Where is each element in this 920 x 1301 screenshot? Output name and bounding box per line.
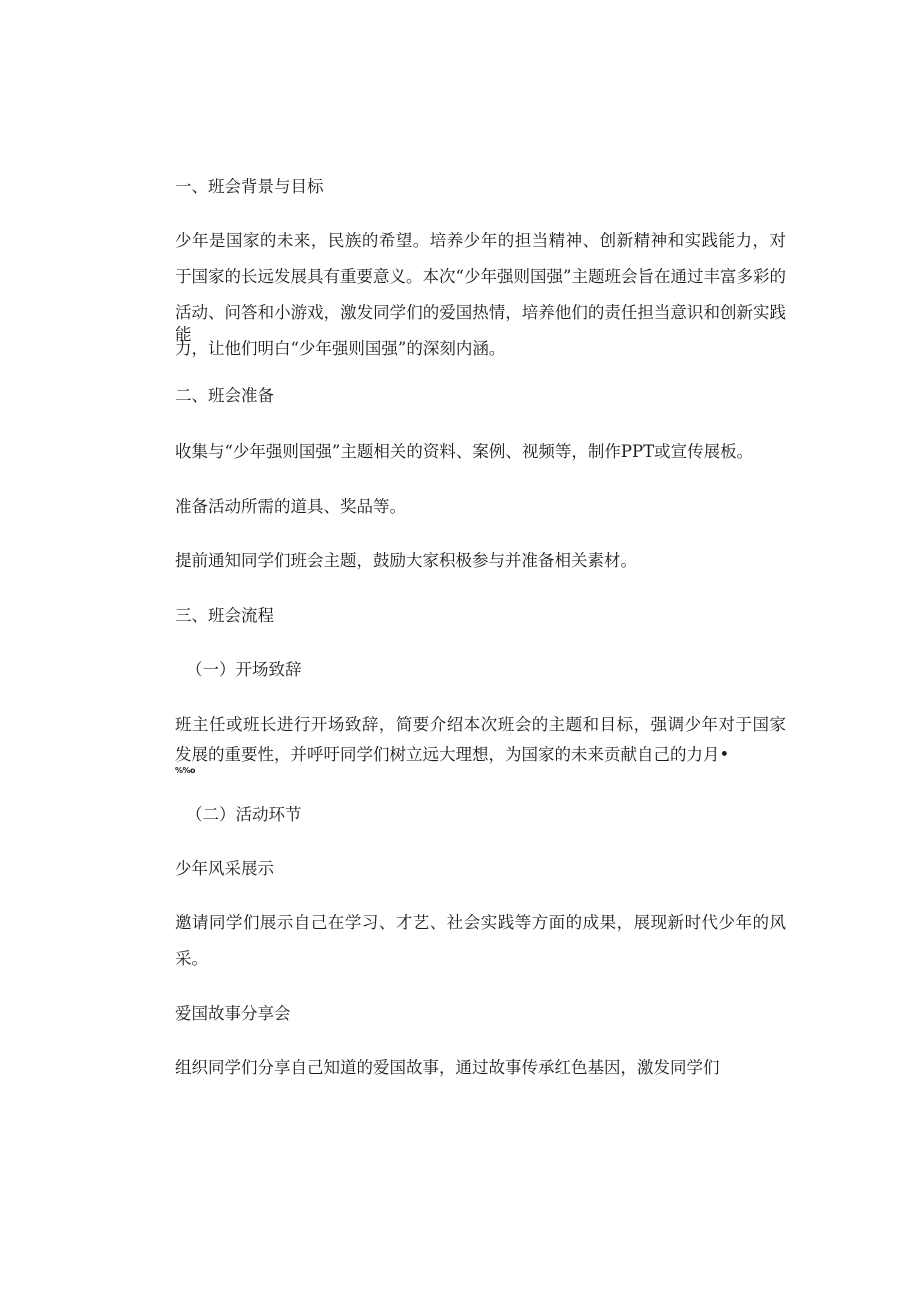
paragraph-line: 采。: [175, 949, 208, 968]
preparation-item: 准备活动所需的道具、奖品等。: [175, 497, 406, 516]
section-heading-background: 一、班会背景与目标: [175, 177, 324, 196]
paragraph-line: 发展的重要性，并呼吁同学们树立远大理想，为国家的未来贡献自己的力月•: [175, 745, 730, 764]
section-heading-preparation: 二、班会准备: [175, 386, 274, 405]
preparation-item: 提前通知同学们班会主题，鼓励大家积极参与并准备相关素材。: [175, 551, 637, 570]
activity-title: 少年风采展示: [175, 859, 274, 878]
paragraph-line: 邀请同学们展示自己在学习、才艺、社会实践等方面的成果，展现新时代少年的风: [175, 913, 786, 932]
paragraph-line: 班主任或班长进行开场致辞，简要介绍本次班会的主题和目标，强调少年对于国家: [175, 715, 786, 734]
paragraph-line: 于国家的长远发展具有重要意义。本次“少年强则国强”主题班会旨在通过丰富多彩的: [175, 267, 786, 286]
activity-title: 爱国故事分享会: [175, 1004, 291, 1023]
paragraph-line: 组织同学们分享自己知道的爱国故事，通过故事传承红色基因，激发同学们: [175, 1058, 720, 1077]
subsection-heading-activities: （二）活动环节: [186, 805, 302, 824]
preparation-item: 收集与“少年强则国强”主题相关的资料、案例、视频等，制作PPT或宣传展板。: [175, 442, 754, 461]
paragraph-line: 力，让他们明白“少年强则国强”的深刻内涵。: [175, 339, 506, 358]
section-heading-process: 三、班会流程: [175, 606, 274, 625]
paragraph-line: 少年是国家的未来，民族的希望。培养少年的担当精神、创新精神和实践能力，对: [175, 231, 786, 250]
paragraph-line: 活动、问答和小游戏，激发同学们的爱国热情，培养他们的责任担当意识和创新实践能: [175, 303, 786, 344]
subsection-heading-opening: （一）开场致辞: [186, 660, 302, 679]
ocr-artifact-text: %%o: [175, 766, 196, 775]
